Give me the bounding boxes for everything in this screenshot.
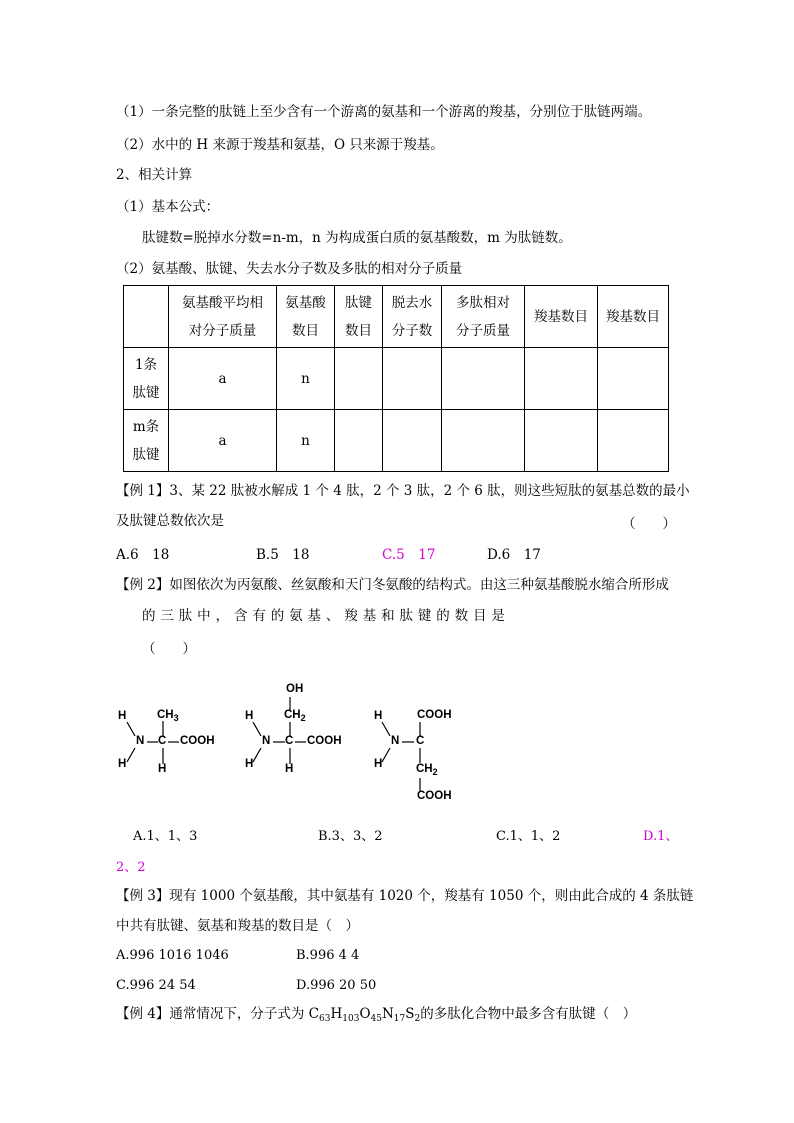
aspartate-h-top: H — [374, 710, 383, 722]
aspartate-cooh-bottom: COOH — [417, 790, 452, 802]
row-label: 1条 肽键 — [124, 348, 169, 410]
ex2-bracket: （ ） — [142, 641, 196, 657]
aspartate-c: C — [416, 735, 425, 747]
row-label: m条 肽键 — [124, 410, 169, 472]
ex3-question-line1: 【例 3】现有 1000 个氨基酸，其中氨基有 1020 个，羧基有 1050 个，则由此合成的 4 条肽链 — [116, 888, 694, 904]
ex3-option-c: C.996 24 54 — [116, 978, 196, 993]
serine-n: N — [262, 735, 271, 747]
serine-cooh: COOH — [307, 735, 342, 747]
ex2-option-b: B.3、3、2 — [318, 829, 383, 844]
cell-count: n — [277, 348, 335, 410]
aspartate-h-bottom: H — [374, 758, 383, 770]
ex2-option-c: C.1、1、2 — [496, 829, 561, 844]
ex2-option-d: D.1、 — [643, 829, 679, 844]
ex1-option-d: D.6 17 — [487, 547, 541, 563]
ex3-option-b: B.996 4 4 — [296, 948, 360, 963]
alanine-h-top: H — [118, 710, 127, 722]
formula-text: 肽键数=脱掉水分数=n-m，n 为构成蛋白质的氨基酸数，m 为肽链数。 — [142, 230, 572, 246]
note-1: （1）一条完整的肽链上至少含有一个游离的氨基和一个游离的羧基，分别位于肽链两端。 — [116, 104, 652, 120]
ex2-question-line1: 【例 2】如图依次为丙氨酸、丝氨酸和天门冬氨酸的结构式。由这三种氨基酸脱水缩合所形成 — [116, 577, 669, 593]
cell-avg: a — [169, 348, 277, 410]
alanine-methyl: $CH_3$ — [157, 709, 179, 723]
serine-h-top: H — [245, 710, 254, 722]
header-carboxyl-2: 羧基数目 — [598, 286, 669, 348]
serine-h-alpha: H — [285, 763, 294, 775]
ex4-question: 【例 4】通常情况下，分子式为 $C_{63}H_{103}O_{45}N_{17}S_2$的多肽化合物中最多含有肽键（ ） — [116, 1006, 637, 1024]
header-bond-count: 肽键 数目 — [335, 286, 383, 348]
header-carboxyl-1: 羧基数目 — [525, 286, 598, 348]
ex1-option-b: B.5 18 — [256, 547, 310, 563]
ex3-option-d: D.996 20 50 — [296, 978, 377, 993]
serine-ch2: $CH_2$ — [284, 709, 306, 723]
section-heading: 2、相关计算 — [116, 167, 193, 183]
ex1-bracket: （ ） — [622, 516, 676, 532]
ex3-option-a: A.996 1016 1046 — [116, 948, 229, 963]
alanine-c: C — [158, 735, 167, 747]
alanine-h-bottom: H — [118, 758, 127, 770]
aspartate-cooh-top: COOH — [417, 709, 452, 721]
alanine-h-alpha: H — [158, 763, 167, 775]
header-aa-count: 氨基酸 数目 — [277, 286, 335, 348]
ex1-option-a: A.6 18 — [116, 547, 170, 563]
serine-c: C — [285, 735, 294, 747]
ex1-option-c: C.5 17 — [382, 547, 436, 563]
ex2-option-a: A.1、1、3 — [133, 829, 198, 844]
ex2-option-d-cont: 2、2 — [116, 860, 146, 875]
ex1-question-line1: 【例 1】3、某 22 肽被水解成 1 个 4 肽，2 个 3 肽，2 个 6 肽，则这些短肽的氨基总数的最小 — [116, 483, 690, 499]
header-water-count: 脱去水 分子数 — [383, 286, 442, 348]
ex3-question-line2: 中共有肽键、氨基和羧基的数目是（ ） — [116, 918, 359, 934]
cell-avg: a — [169, 410, 277, 472]
note-2: （2）水中的 H 来源于羧基和氨基，O 只来源于羧基。 — [116, 137, 444, 153]
serine-oh: OH — [286, 683, 304, 695]
serine-h-bottom: H — [245, 758, 254, 770]
formula-label: （1）基本公式： — [116, 199, 220, 215]
ex1-question-line2: 及肽键总数依次是 — [116, 513, 224, 529]
cell-count: n — [277, 410, 335, 472]
table-caption: （2）氨基酸、肽键、失去水分子数及多肽的相对分子质量 — [116, 261, 463, 277]
alanine-n: N — [136, 735, 145, 747]
header-avg-mass: 氨基酸平均相 对分子质量 — [169, 286, 277, 348]
ex2-question-line2: 的 三 肽 中 ， 含 有 的 氨 基 、 羧 基 和 肽 键 的 数 目 是 — [142, 608, 506, 624]
header-peptide-mass: 多肽相对 分子质量 — [442, 286, 525, 348]
aspartate-n: N — [391, 735, 400, 747]
alanine-cooh: COOH — [180, 735, 215, 747]
aspartate-ch2: $CH_2$ — [416, 763, 438, 777]
